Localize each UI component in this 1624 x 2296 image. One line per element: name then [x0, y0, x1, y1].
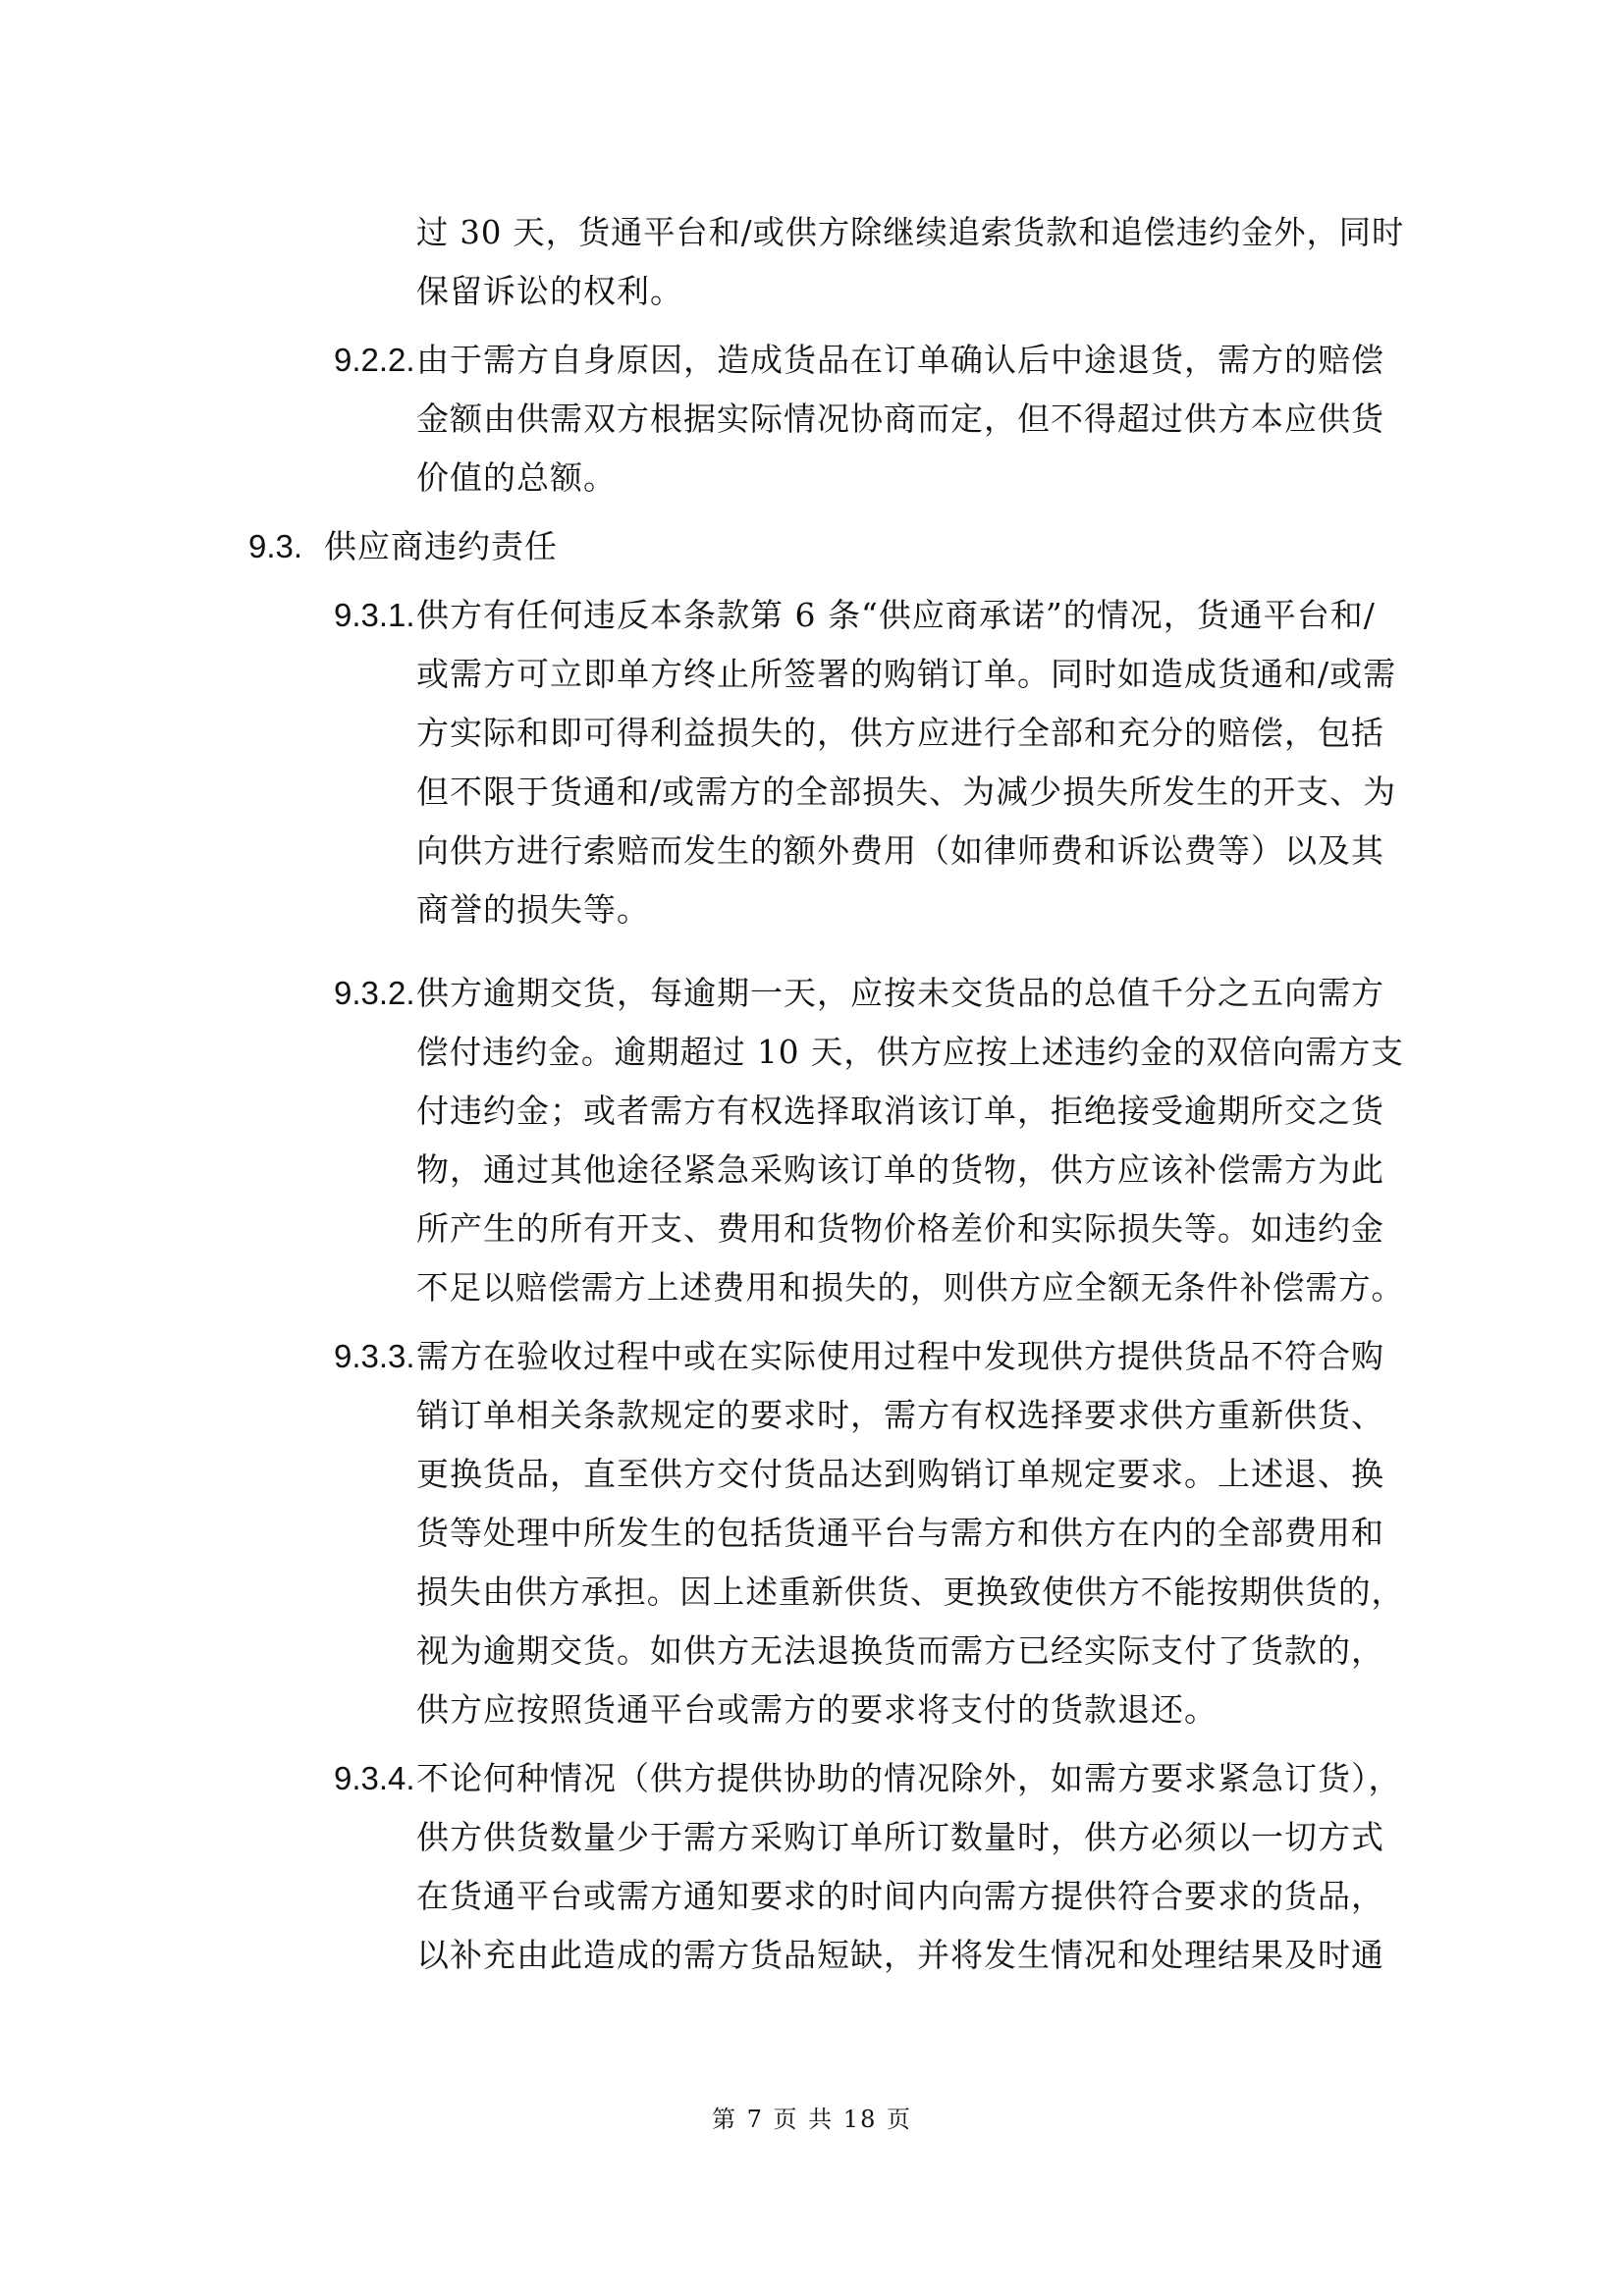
clause-9-2-2-line-1: 由于需方自身原因，造成货品在订单确认后中途退货，需方的赔偿 — [416, 341, 1384, 379]
clause-9-3-3-line-5: 损失由供方承担。因上述重新供货、更换致使供方不能按期供货的， — [416, 1573, 1405, 1611]
clause-9-3-3-line-7: 供方应按照货通平台或需方的要求将支付的货款退还。 — [416, 1690, 1218, 1729]
clause-9-3-2-line-5: 所产生的所有开支、费用和货物价格差价和实际损失等。如违约金 — [416, 1209, 1384, 1248]
continuation-line-1: 过 30 天，货通平台和/或供方除继续追索货款和追偿违约金外，同时 — [416, 213, 1405, 251]
clause-9-3-4-line-2: 供方供货数量少于需方采购订单所订数量时，供方必须以一切方式 — [416, 1818, 1384, 1856]
clause-9-3-3-line-6: 视为逾期交货。如供方无法退换货而需方已经实际支付了货款的， — [416, 1631, 1384, 1670]
clause-9-3-4-line-3: 在货通平台或需方通知要求的时间内向需方提供符合要求的货品， — [416, 1877, 1384, 1915]
clause-9-3-2-line-3: 付违约金；或者需方有权选择取消该订单，拒绝接受逾期所交之货 — [416, 1092, 1384, 1130]
clause-9-3-1-line-2: 或需方可立即单方终止所签署的购销订单。同时如造成货通和/或需 — [416, 655, 1397, 693]
clause-9-3-3-line-3: 更换货品，直至供方交付货品达到购销订单规定要求。上述退、换 — [416, 1455, 1384, 1493]
clause-number-9-3-2: 9.3.2. — [334, 975, 415, 1011]
section-title-9-3: 供应商违约责任 — [324, 527, 558, 565]
clause-number-9-3-1: 9.3.1. — [334, 597, 415, 633]
clause-9-3-2-line-1: 供方逾期交货，每逾期一天，应按未交货品的总值千分之五向需方 — [416, 974, 1384, 1012]
clause-9-3-2-line-6: 不足以赔偿需方上述费用和损失的，则供方应全额无条件补偿需方。 — [416, 1268, 1405, 1307]
clause-9-3-1-line-3: 方实际和即可得利益损失的，供方应进行全部和充分的赔偿，包括 — [416, 714, 1384, 752]
page-footer: 第 7 页 共 18 页 — [712, 2106, 912, 2133]
section-number-9-3: 9.3. — [248, 528, 303, 564]
clause-9-3-4-line-1: 不论何种情况（供方提供协助的情况除外，如需方要求紧急订货）， — [416, 1759, 1402, 1797]
clause-9-3-1-line-5: 向供方进行索赔而发生的额外费用（如律师费和诉讼费等）以及其 — [416, 831, 1384, 870]
clause-9-3-2-line-2: 偿付违约金。逾期超过 10 天，供方应按上述违约金的双倍向需方支 — [416, 1033, 1404, 1071]
clause-9-3-3-line-4: 货等处理中所发生的包括货通平台与需方和供方在内的全部费用和 — [416, 1514, 1384, 1552]
clause-9-2-2-line-2: 金额由供需双方根据实际情况协商而定，但不得超过供方本应供货 — [416, 400, 1384, 438]
clause-9-3-1-line-6: 商誉的损失等。 — [416, 890, 650, 929]
clause-9-3-1-line-4: 但不限于货通和/或需方的全部损失、为减少损失所发生的开支、为 — [416, 773, 1397, 811]
clause-9-2-2-line-3: 价值的总额。 — [416, 458, 617, 497]
clause-9-3-2-line-4: 物，通过其他途径紧急采购该订单的货物，供方应该补偿需方为此 — [416, 1150, 1384, 1189]
clause-number-9-3-4: 9.3.4. — [334, 1760, 415, 1796]
clause-9-3-3-line-1: 需方在验收过程中或在实际使用过程中发现供方提供货品不符合购 — [416, 1337, 1384, 1375]
clause-9-3-1-line-1: 供方有任何违反本条款第 6 条“供应商承诺”的情况，货通平台和/ — [416, 596, 1376, 634]
clause-number-9-2-2: 9.2.2. — [334, 342, 415, 378]
continuation-line-2: 保留诉讼的权利。 — [416, 272, 683, 310]
clause-9-3-4-line-4: 以补充由此造成的需方货品短缺，并将发生情况和处理结果及时通 — [416, 1936, 1384, 1974]
clause-9-3-3-line-2: 销订单相关条款规定的要求时，需方有权选择要求供方重新供货、 — [416, 1396, 1384, 1434]
clause-number-9-3-3: 9.3.3. — [334, 1338, 415, 1374]
